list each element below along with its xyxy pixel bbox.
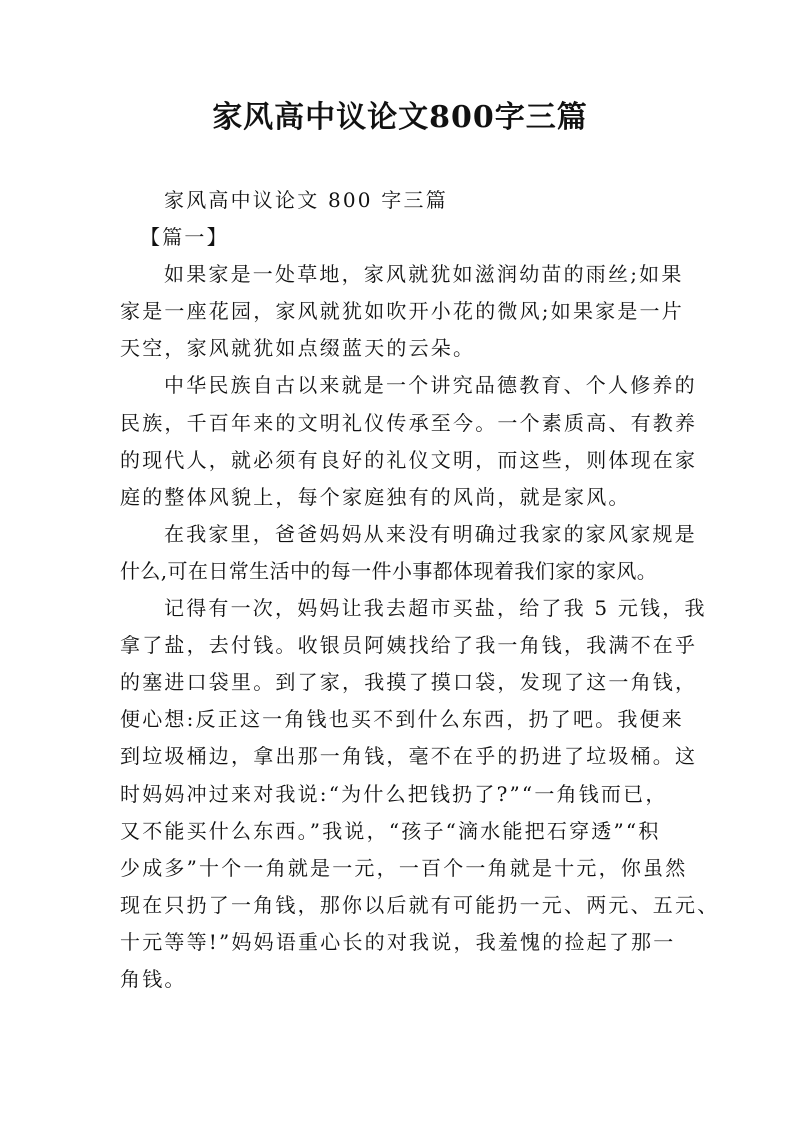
paragraph-3 bbox=[120, 516, 697, 590]
paragraph-line: 的塞进口袋里。到了家，我摸了摸口袋，发现了这一角钱， bbox=[120, 670, 698, 695]
paragraph-line: 如果家是一处草地，家风就犹如滋润幼苗的雨丝;如果 bbox=[164, 262, 684, 287]
paragraph-4 bbox=[120, 590, 720, 998]
paragraph-line: 庭的整体风貌上，每个家庭独有的风尚，就是家风。 bbox=[120, 484, 631, 509]
paragraph-line: 在我家里，爸爸妈妈从来没有明确过我家的家风家规是 bbox=[164, 521, 697, 546]
section-label: 【篇一】 bbox=[140, 225, 229, 250]
paragraph-line: 家是一座花园，家风就犹如吹开小花的微风;如果家是一片 bbox=[120, 299, 684, 324]
paragraph-line: 天空，家风就犹如点缀蓝天的云朵。 bbox=[120, 336, 476, 361]
paragraph-line: 现在只扔了一角钱，那你以后就有可能扔一元、两元、五元、 bbox=[120, 892, 720, 917]
paragraph-line: 少成多”十个一角就是一元，一百个一角就是十元，你虽然 bbox=[120, 855, 688, 880]
paragraph-line: 便心想:反正这一角钱也买不到什么东西，扔了吧。我便来 bbox=[120, 707, 684, 732]
document-subtitle: 家风高中议论文 800 字三篇 bbox=[164, 188, 448, 212]
paragraph-line: 的现代人，就必须有良好的礼仪文明，而这些，则体现在家 bbox=[120, 447, 698, 472]
paragraph-line: 时妈妈冲过来对我说:“为什么把钱扔了?”“一角钱而已， bbox=[120, 781, 668, 806]
paragraph-line: 拿了盐，去付钱。收银员阿姨找给了我一角钱，我满不在乎 bbox=[120, 633, 698, 658]
document-body bbox=[120, 182, 720, 998]
paragraph-line: 民族，千百年来的文明礼仪传承至今。一个素质高、有教养 bbox=[120, 410, 698, 435]
paragraph-line: 到垃圾桶边，拿出那一角钱，毫不在乎的扔进了垃圾桶。这 bbox=[120, 744, 698, 769]
paragraph-line: 什么,可在日常生活中的每一件小事都体现着我们家的家风。 bbox=[120, 558, 658, 583]
paragraph-line: 十元等等!”妈妈语重心长的对我说，我羞愧的捡起了那一 bbox=[120, 929, 676, 954]
paragraph-2 bbox=[120, 367, 698, 515]
paragraph-line: 又不能买什么东西。”我说，“孩子“滴水能把石穿透”“积 bbox=[120, 818, 661, 843]
paragraph-1 bbox=[120, 256, 682, 367]
paragraph-line: 角钱。 bbox=[120, 966, 187, 991]
document-title: 家风高中议论文800字三篇 bbox=[212, 100, 588, 135]
paragraph-line: 记得有一次，妈妈让我去超市买盐，给了我 5 元钱，我 bbox=[164, 596, 707, 621]
paragraph-line: 中华民族自古以来就是一个讲究品德教育、个人修养的 bbox=[164, 373, 697, 398]
